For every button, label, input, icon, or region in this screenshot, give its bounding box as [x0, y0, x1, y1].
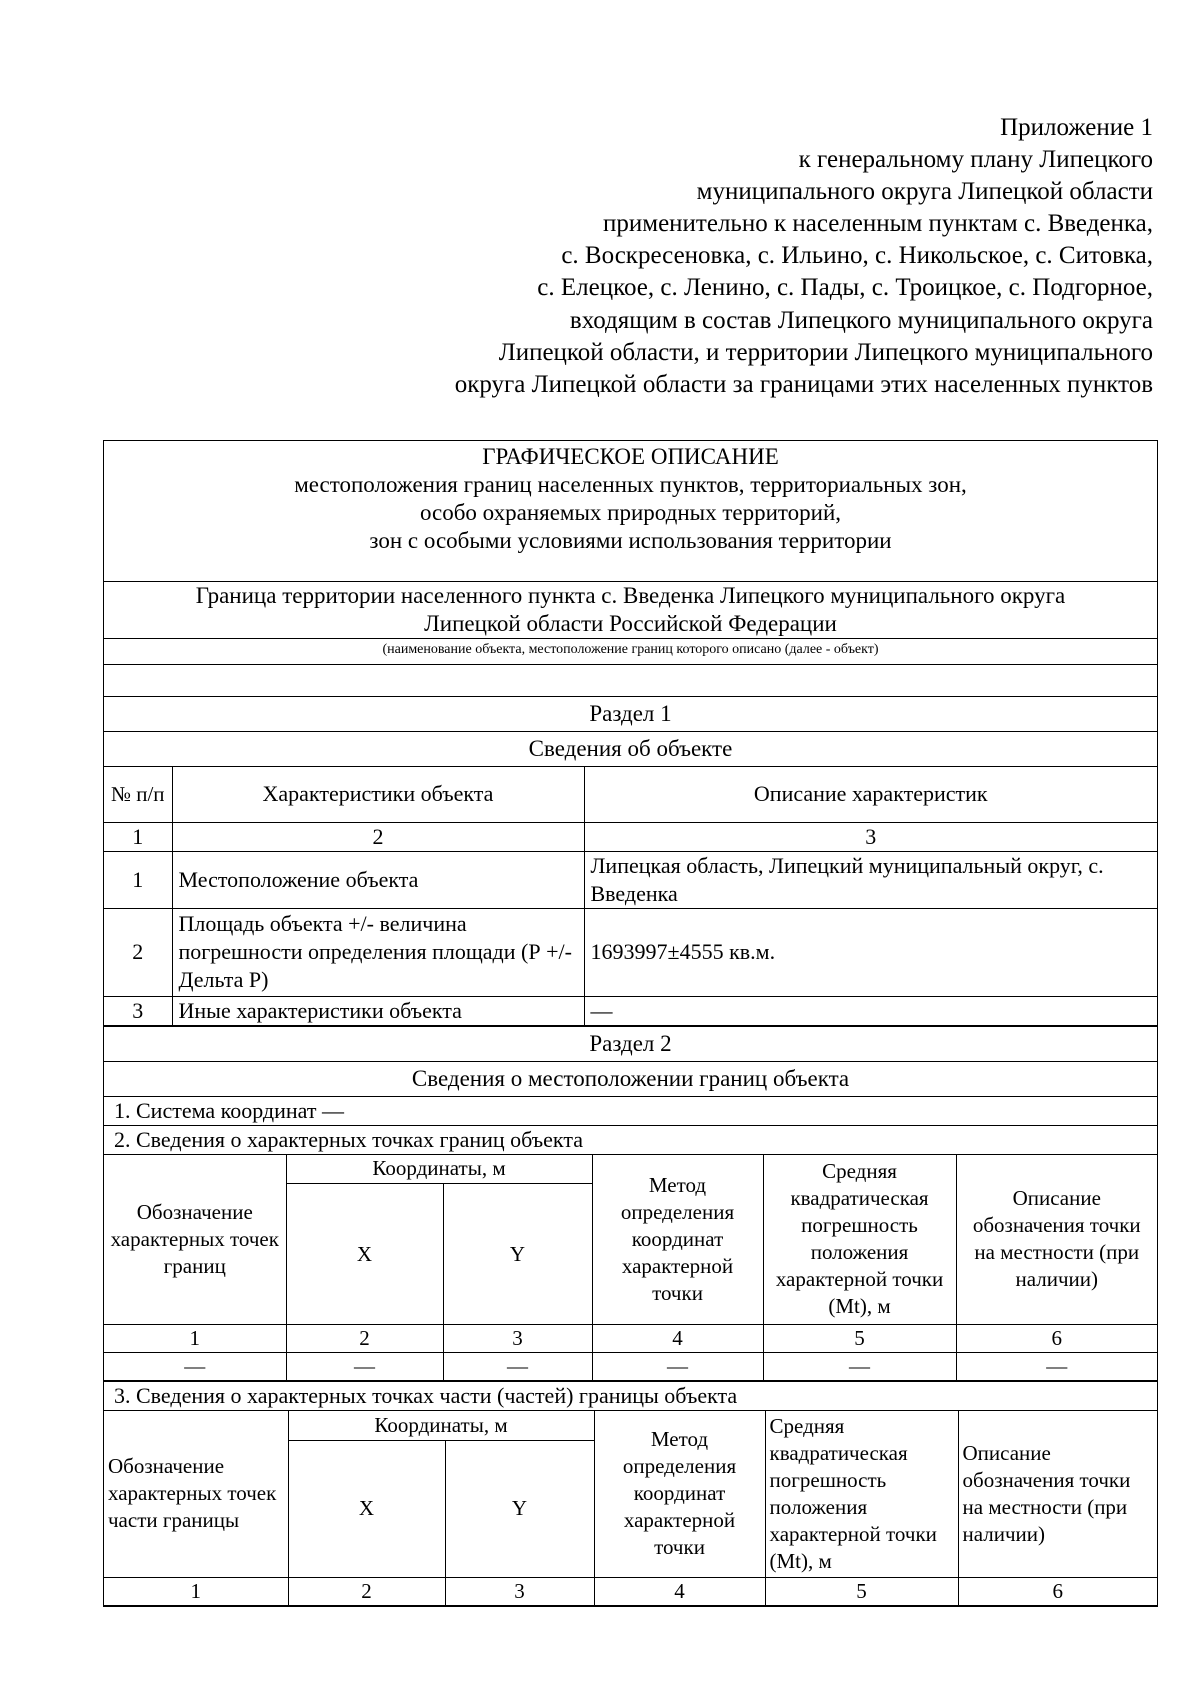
table-cell: — [592, 1353, 763, 1381]
column-number: 6 [958, 1577, 1157, 1605]
object-info-table [104, 767, 1157, 1027]
characteristic-value: 1693997±4555 кв.м. [584, 908, 1157, 996]
col-header-y: Y [443, 1184, 592, 1325]
table-row [104, 1353, 1157, 1381]
title-line: зон с особыми условиями использования территории [369, 528, 892, 553]
col-header-coordinates: Координаты, м [288, 1411, 594, 1440]
table-cell: — [763, 1353, 956, 1381]
table-cell: — [286, 1353, 443, 1381]
column-number: 2 [288, 1577, 445, 1605]
object-name-line: Липецкой области Российской Федерации [424, 611, 837, 636]
boundary-points-heading: 2. Сведения о характерных точках границ объекта [104, 1126, 1157, 1155]
appendix-header [293, 112, 1153, 401]
characteristic-value: — [584, 996, 1157, 1025]
col-header-x: X [286, 1184, 443, 1325]
column-number: 3 [443, 1325, 592, 1353]
title-block [104, 441, 1157, 582]
header-line: входящим в состав Липецкого муниципального округа [569, 306, 1153, 334]
col-header-point-description: Описание обозначения точки на местности (при наличии) [958, 1411, 1157, 1577]
col-header-y: Y [445, 1440, 594, 1577]
column-number: 5 [765, 1577, 958, 1605]
row-number: 1 [104, 851, 172, 908]
table-cell: — [956, 1353, 1157, 1381]
col-header-point-description: Описание обозначения точки на местности (при наличии) [956, 1155, 1157, 1325]
header-line: Приложение 1 [1000, 114, 1153, 141]
row-number: 2 [104, 908, 172, 996]
characteristic-value: Липецкая область, Липецкий муниципальный округ, с. Введенка [584, 851, 1157, 908]
section1-title: Раздел 1 [104, 697, 1157, 732]
numbering-row [104, 1577, 1157, 1605]
boundary-points-table [104, 1155, 1157, 1383]
header-line: Липецкой области, и территории Липецкого муниципального [498, 338, 1153, 366]
col-header-point: Обозначение характерных точек части границы [104, 1411, 288, 1577]
object-name-note: (наименование объекта, местоположение границ которого описано (далее - объект) [104, 639, 1157, 665]
numbering-row [104, 1325, 1157, 1353]
table-header-row [104, 767, 1157, 822]
col-header-method: Метод определения координат характерной точки [592, 1155, 763, 1325]
object-name-block [104, 582, 1157, 639]
table-row [104, 996, 1157, 1025]
col-header-error: Средняя квадратическая погрешность положения характерной точки (Mt), м [765, 1411, 958, 1577]
column-number: 4 [594, 1577, 765, 1605]
section2-subtitle: Сведения о местоположении границ объекта [104, 1062, 1157, 1097]
numbering-row [104, 822, 1157, 851]
header-line: с. Елецкое, с. Ленино, с. Пады, с. Троицкое, с. Подгорное, [537, 274, 1153, 302]
header-line: применительно к населенным пунктам с. Введенка, [603, 210, 1153, 238]
blank-row [104, 665, 1157, 697]
table-row [104, 851, 1157, 908]
column-number: 6 [956, 1325, 1157, 1353]
column-number: 1 [104, 1577, 288, 1605]
object-name-line: Граница территории населенного пункта с. Введенка Липецкого муниципального округа [195, 583, 1066, 608]
row-number: 3 [104, 996, 172, 1025]
title-line: особо охраняемых природных территорий, [419, 500, 842, 525]
column-number: 5 [763, 1325, 956, 1353]
header-line: муниципального округа Липецкой области [696, 178, 1153, 206]
characteristic-name: Местоположение объекта [172, 851, 584, 908]
table-cell: — [104, 1353, 286, 1381]
part-boundary-points-table [104, 1411, 1157, 1606]
header-line: к генеральному плану Липецкого [798, 146, 1153, 174]
column-number: 4 [592, 1325, 763, 1353]
col-header-characteristic: Характеристики объекта [172, 767, 584, 822]
table-cell: — [443, 1353, 592, 1381]
col-header-x: X [288, 1440, 445, 1577]
column-number: 3 [584, 822, 1157, 851]
column-number: 1 [104, 1325, 286, 1353]
part-boundary-points-heading: 3. Сведения о характерных точках части (частей) границы объекта [104, 1382, 1157, 1411]
column-number: 3 [445, 1577, 594, 1605]
header-line: округа Липецкой области за границами этих населенных пунктов [454, 370, 1153, 398]
coordinate-system: 1. Система координат — [104, 1097, 1157, 1126]
table-row [104, 908, 1157, 996]
section2-title: Раздел 2 [104, 1027, 1157, 1062]
col-header-error: Средняя квадратическая погрешность положения характерной точки (Mt), м [763, 1155, 956, 1325]
characteristic-name: Площадь объекта +/- величина погрешности определения площади (Р +/- Дельта Р) [172, 908, 584, 996]
graphic-description-document [103, 440, 1158, 1607]
characteristic-name: Иные характеристики объекта [172, 996, 584, 1025]
title-line: местоположения границ населенных пунктов, территориальных зон, [294, 472, 967, 497]
column-number: 1 [104, 822, 172, 851]
col-header-coordinates: Координаты, м [286, 1155, 592, 1184]
section1-subtitle: Сведения об объекте [104, 732, 1157, 767]
col-header-description: Описание характеристик [584, 767, 1157, 822]
col-header-point: Обозначение характерных точек границ [104, 1155, 286, 1325]
header-line: с. Воскресеновка, с. Ильино, с. Никольское, с. Ситовка, [561, 242, 1153, 270]
column-number: 2 [172, 822, 584, 851]
col-header-method: Метод определения координат характерной точки [594, 1411, 765, 1577]
column-number: 2 [286, 1325, 443, 1353]
document-heading: ГРАФИЧЕСКОЕ ОПИСАНИЕ [482, 444, 779, 469]
col-header-number: № п/п [104, 767, 172, 822]
